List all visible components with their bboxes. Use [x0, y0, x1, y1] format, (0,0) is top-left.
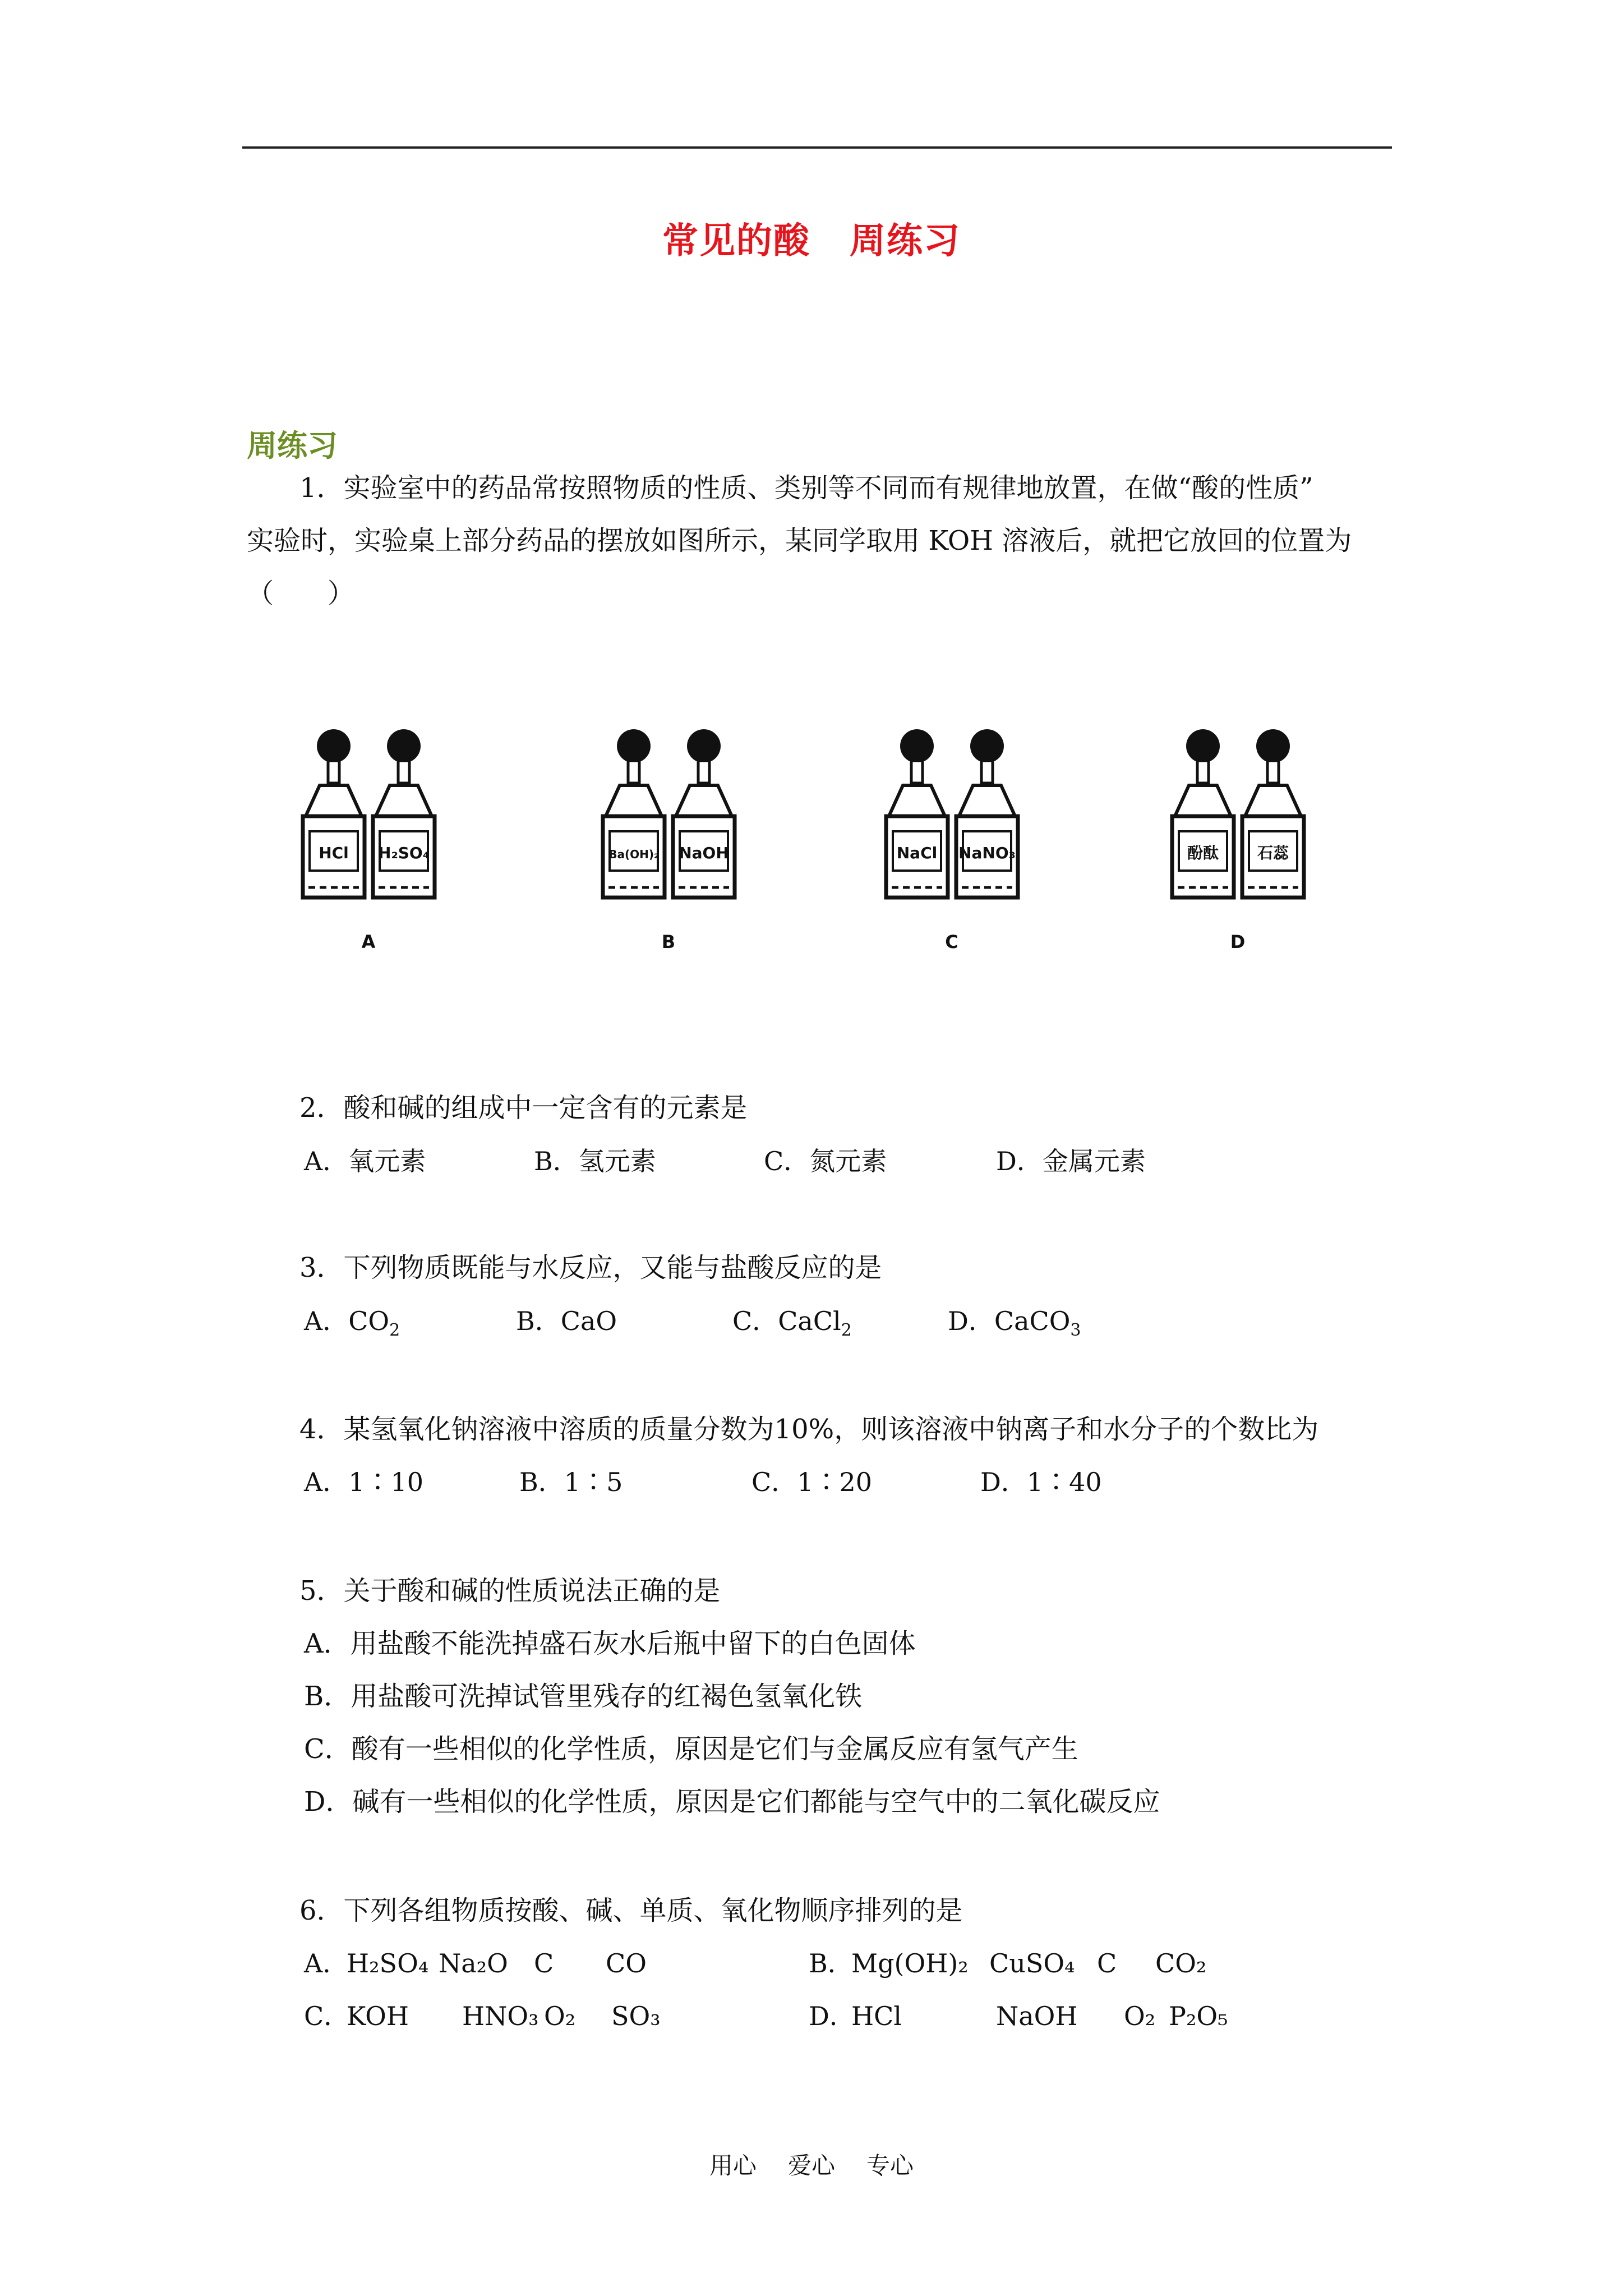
bottle-label: NaOH	[679, 844, 729, 862]
q2-option-d: D．金属元素	[996, 1146, 1146, 1176]
bottle	[673, 729, 735, 898]
bottle-label: 酚酞	[1187, 844, 1219, 862]
q6-d-item1: HCl	[851, 2001, 902, 2031]
footer-item3: 专心	[866, 2152, 914, 2179]
bottle-label: 石蕊	[1257, 844, 1289, 862]
bottle	[303, 729, 365, 898]
q5-option-a: A．用盐酸不能洗掉盛石灰水后瓶中留下的白色固体	[304, 1628, 916, 1659]
q3-option-d: D．CaCO$_3$	[948, 1306, 1081, 1340]
bottle	[956, 729, 1018, 898]
q6-b-item3: C	[1097, 1948, 1117, 1978]
footer-item1: 用心	[709, 2152, 757, 2179]
q1-line3: （ ）	[247, 578, 355, 609]
q6-b-item2: CuSO₄	[989, 1948, 1075, 1978]
q6-option-b: B．	[809, 1948, 854, 1978]
bottle-group-c	[945, 931, 958, 953]
q6-option-a: A．	[304, 1948, 349, 1978]
section-heading: 周练习	[247, 428, 338, 463]
q2-stem: 2．酸和碱的组成中一定含有的元素是	[299, 1092, 748, 1124]
q4-stem: 4．某氢氧化钠溶液中溶质的质量分数为10%，则该溶液中钠离子和水分子的个数比为	[299, 1414, 1319, 1445]
q6-c-item2: HNO₃	[462, 2001, 539, 2031]
q2-option-b: B．氢元素	[534, 1146, 656, 1176]
q6-b-item1: Mg(OH)₂	[851, 1948, 969, 1978]
q6-b-item4: CO₂	[1155, 1948, 1207, 1978]
bottles-figure	[280, 712, 1346, 970]
bottle-label: NaNO₃	[958, 844, 1016, 862]
group-letter: C	[945, 931, 958, 953]
bottle	[1172, 729, 1234, 898]
q5-option-b: B．用盐酸可洗掉试管里残存的红褐色氢氧化铁	[304, 1681, 863, 1712]
q6-d-item2: NaOH	[996, 2001, 1078, 2031]
q2-option-a: A．氧元素	[304, 1146, 426, 1176]
bottle-label: NaCl	[896, 844, 938, 862]
footer-item2: 爱心	[787, 2152, 835, 2179]
q5-option-c: C．酸有一些相似的化学性质，原因是它们与金属反应有氢气产生	[304, 1733, 1078, 1765]
group-letter: D	[1230, 931, 1246, 953]
title-part1: 常见的酸	[662, 220, 810, 262]
bottle	[886, 729, 948, 898]
footer	[0, 2147, 1623, 2181]
q6-option-c: C．	[304, 2001, 350, 2031]
q1-line2: 实验时，实验桌上部分药品的摆放如图所示，某同学取用 KOH 溶液后，就把它放回的位置为	[247, 525, 1352, 556]
q4-option-c: C．1∶20	[751, 1467, 872, 1497]
q6-c-item1: KOH	[347, 2001, 409, 2031]
group-letter: B	[661, 931, 676, 953]
bottle-label: H₂SO₄	[378, 844, 430, 862]
bottle-group-b	[662, 931, 675, 953]
header-rule	[242, 146, 1392, 149]
bottle-label: Ba(OH)₂	[608, 848, 659, 861]
q6-d-item3: O₂	[1124, 2001, 1156, 2031]
q6-c-item3: O₂	[544, 2001, 576, 2031]
group-letter: A	[361, 931, 376, 953]
bottle-group-a	[362, 931, 376, 953]
q4-option-d: D．1∶40	[980, 1467, 1102, 1497]
q6-option-d: D．	[809, 2001, 855, 2031]
q6-a-item4: CO	[606, 1948, 647, 1978]
q6-c-item4: SO₃	[611, 2001, 661, 2031]
q5-stem: 5．关于酸和碱的性质说法正确的是	[299, 1575, 721, 1607]
q3-option-c: C．CaCl$_2$	[732, 1306, 852, 1340]
page-title	[0, 212, 1623, 264]
q4-option-a: A．1∶10	[304, 1467, 424, 1497]
q6-a-item2: Na₂O	[439, 1948, 508, 1978]
bottle	[603, 729, 665, 898]
q6-a-item3: C	[534, 1948, 554, 1978]
q1-line1: 1．实验室中的药品常按照物质的性质、类别等不同而有规律地放置，在做“酸的性质”	[299, 472, 1313, 504]
q3-stem: 3．下列物质既能与水反应，又能与盐酸反应的是	[299, 1252, 882, 1283]
bottle	[1242, 729, 1304, 898]
q6-stem: 6．下列各组物质按酸、碱、单质、氧化物顺序排列的是	[299, 1895, 963, 1926]
q3-option-b: B．CaO	[516, 1306, 617, 1336]
bottle-group-d	[1230, 931, 1246, 953]
bottle	[373, 729, 435, 898]
q6-a-item1: H₂SO₄	[347, 1948, 429, 1978]
q2-option-c: C．氮元素	[764, 1146, 887, 1176]
q4-option-b: B．1∶5	[519, 1467, 623, 1497]
q6-d-item4: P₂O₅	[1169, 2001, 1228, 2031]
q3-option-a: A．$CO_2$	[304, 1306, 400, 1340]
bottle-label: HCl	[319, 844, 349, 862]
title-part2: 周练习	[850, 220, 961, 262]
q5-option-d: D．碱有一些相似的化学性质，原因是它们都能与空气中的二氧化碳反应	[304, 1786, 1160, 1818]
